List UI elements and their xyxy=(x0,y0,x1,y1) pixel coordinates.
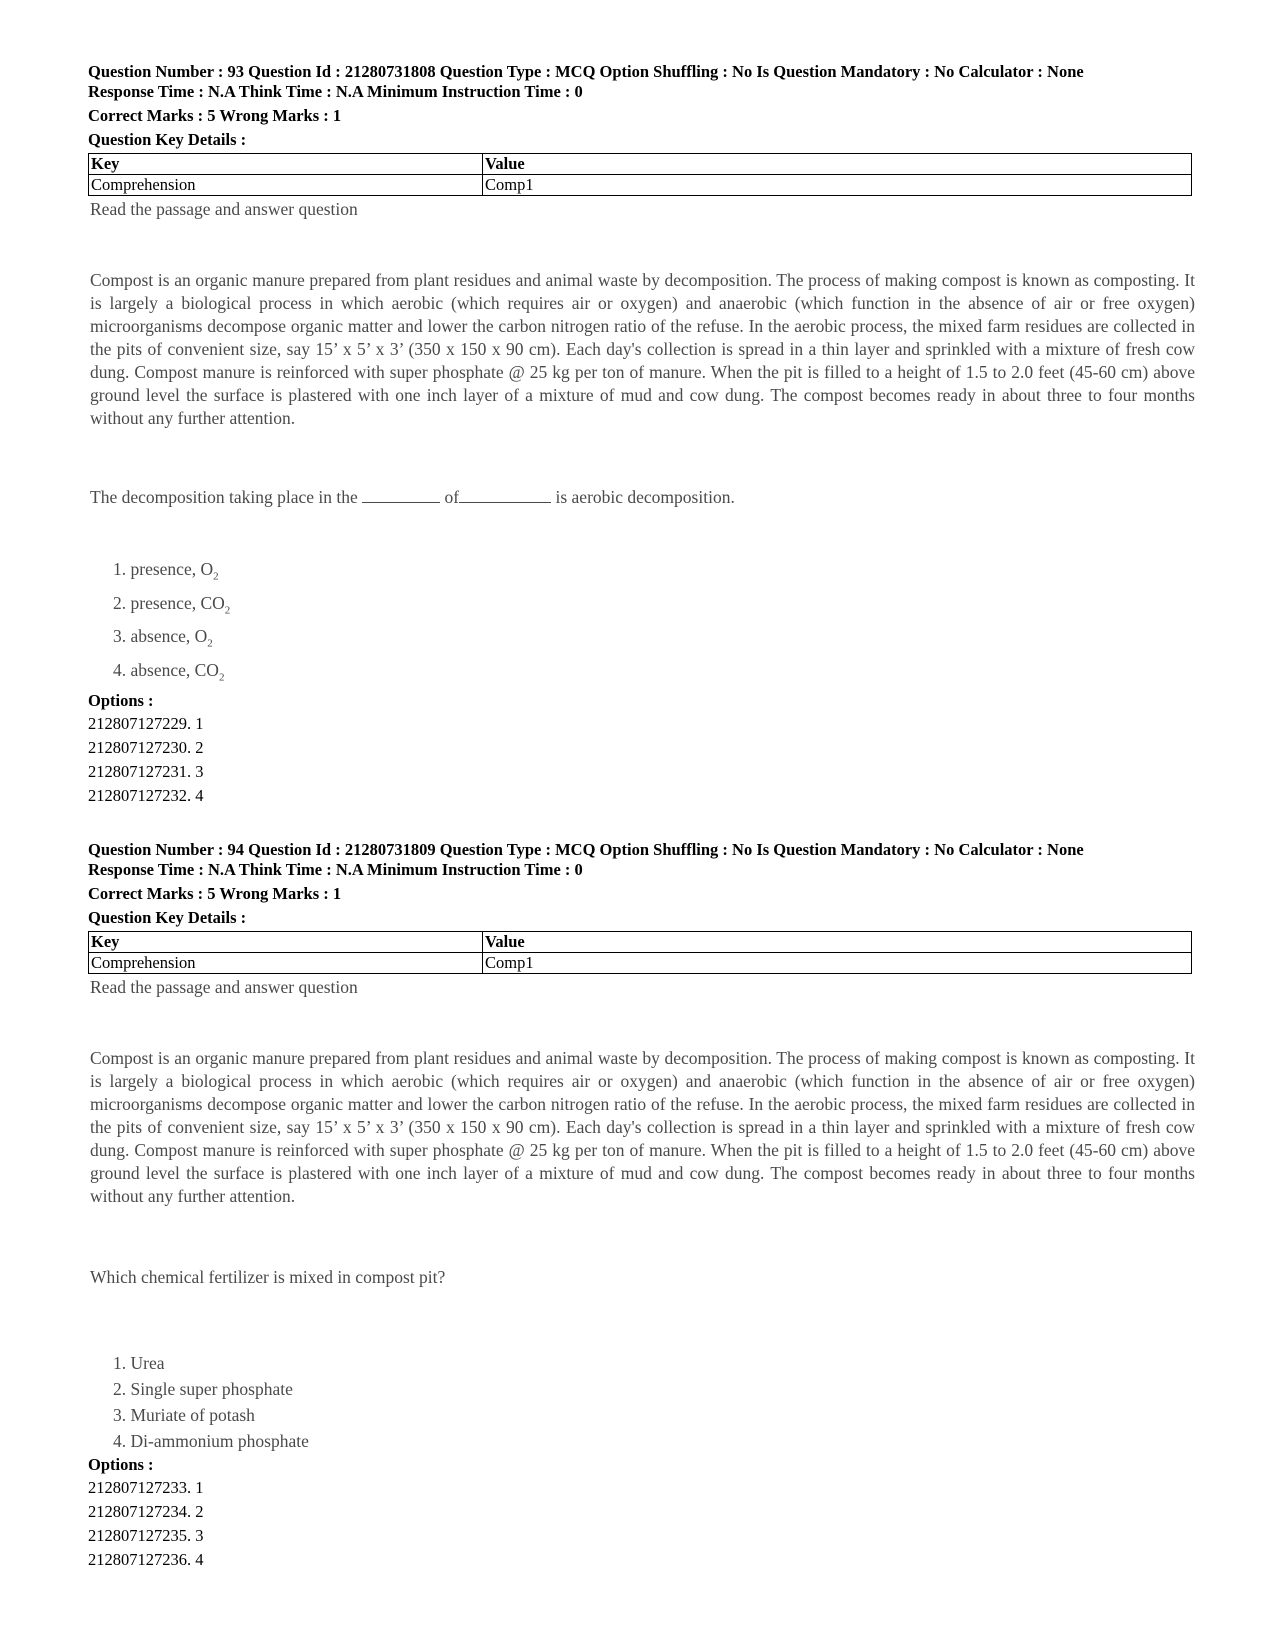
choice-item: 4. absence, $CO_2$ xyxy=(113,659,225,683)
key-table-row xyxy=(89,953,1192,974)
key-cell: Comprehension xyxy=(89,953,483,974)
option-id-line: 212807127235. 3 xyxy=(88,1526,204,1545)
key-header-cell: Key xyxy=(89,932,483,953)
blank-2 xyxy=(459,486,551,503)
value-header-cell: Value xyxy=(483,932,1192,953)
key-cell: Comprehension xyxy=(89,175,483,196)
choice-item: 1. presence, $O_2$ xyxy=(113,559,219,583)
value-header-cell: Value xyxy=(483,154,1192,175)
question-93-block xyxy=(88,62,1193,808)
comprehension-passage: Compost is an organic manure prepared from plant residues and animal waste by decomposition. The process of making compost is known as composting. It is largely a biological process in which aerobic (which requires air or oxygen) and anaerobic (which function in the absence of air or free oxygen) microorganisms decompose organic matter and lower the carbon nitrogen ratio of the refuse. In the aerobic process, the mixed farm residues are collected in the pits of convenient size, say 15’ x 5’ x 3’ (350 x 150 x 90 cm). Each day's collection is spread in a thin layer and sprinkled with a mixture of fresh cow dung. Compost manure is reinforced with super phosphate @ 25 kg per ton of manure. When the pit is filled to a height of 1.5 to 2.0 feet (45-60 cm) above ground level the surface is plastered with one inch layer of a mixture of mud and cow dung. The compost becomes ready in about three to four months without any further attention. xyxy=(90,270,1195,428)
option-id-line: 212807127236. 4 xyxy=(88,1550,204,1569)
option-id-line: 212807127234. 2 xyxy=(88,1502,204,1521)
question-timing-line: Response Time : N.A Think Time : N.A Minimum Instruction Time : 0 xyxy=(88,82,583,101)
choice-item: 2. presence, $CO_2$ xyxy=(113,592,231,616)
key-table-header-row xyxy=(89,932,1192,953)
choice-item: 1. Urea xyxy=(113,1353,165,1373)
question-key-table xyxy=(88,153,1192,196)
option-id-line: 212807127229. 1 xyxy=(88,714,204,733)
option-id-line: 212807127231. 3 xyxy=(88,762,204,781)
question-marks: Correct Marks : 5 Wrong Marks : 1 xyxy=(88,884,342,903)
comprehension-passage: Compost is an organic manure prepared from plant residues and animal waste by decomposition. The process of making compost is known as composting. It is largely a biological process in which aerobic (which requires air or oxygen) and anaerobic (which function in the absence of air or free oxygen) microorganisms decompose organic matter and lower the carbon nitrogen ratio of the refuse. In the aerobic process, the mixed farm residues are collected in the pits of convenient size, say 15’ x 5’ x 3’ (350 x 150 x 90 cm). Each day's collection is spread in a thin layer and sprinkled with a mixture of fresh cow dung. Compost manure is reinforced with super phosphate @ 25 kg per ton of manure. When the pit is filled to a height of 1.5 to 2.0 feet (45-60 cm) above ground level the surface is plastered with one inch layer of a mixture of mud and cow dung. The compost becomes ready in about three to four months without any further attention. xyxy=(90,1048,1195,1206)
options-label: Options : xyxy=(88,691,154,710)
key-header-cell: Key xyxy=(89,154,483,175)
choice-item: 4. Di-ammonium phosphate xyxy=(113,1431,309,1451)
question-timing-line: Response Time : N.A Think Time : N.A Minimum Instruction Time : 0 xyxy=(88,860,583,879)
question-stem xyxy=(90,486,1193,508)
value-cell: Comp1 xyxy=(483,953,1192,974)
question-key-table xyxy=(88,931,1192,974)
option-id-line: 212807127230. 2 xyxy=(88,738,204,757)
question-key-details-label: Question Key Details : xyxy=(88,130,247,149)
choice-item: 3. absence, $O_2$ xyxy=(113,626,213,650)
key-table-row xyxy=(89,175,1192,196)
question-94-block xyxy=(88,840,1193,1572)
question-marks: Correct Marks : 5 Wrong Marks : 1 xyxy=(88,106,342,125)
answer-choices xyxy=(113,1350,1193,1454)
question-meta-line: Question Number : 94 Question Id : 21280731809 Question Type : MCQ Option Shuffling : No Is Question Mandatory : No Calculator : None xyxy=(88,840,1084,859)
blank-1 xyxy=(362,486,440,503)
choice-item: 3. Muriate of potash xyxy=(113,1405,255,1425)
question-key-details-label: Question Key Details : xyxy=(88,908,247,927)
question-meta-line: Question Number : 93 Question Id : 21280731808 Question Type : MCQ Option Shuffling : No Is Question Mandatory : No Calculator : None xyxy=(88,62,1084,81)
question-instruction: Read the passage and answer question xyxy=(90,199,358,219)
key-table-header-row xyxy=(89,154,1192,175)
option-id-line: 212807127232. 4 xyxy=(88,786,204,805)
stem-part-3: is aerobic decomposition. xyxy=(555,487,735,507)
options-label: Options : xyxy=(88,1455,154,1474)
choice-item: 2. Single super phosphate xyxy=(113,1379,293,1399)
stem-part-2: of xyxy=(444,487,460,507)
value-cell: Comp1 xyxy=(483,175,1192,196)
option-id-line: 212807127233. 1 xyxy=(88,1478,204,1497)
question-instruction: Read the passage and answer question xyxy=(90,977,358,997)
stem-part-1: The decomposition taking place in the xyxy=(90,487,358,507)
answer-choices xyxy=(113,556,1193,690)
question-stem: Which chemical fertilizer is mixed in compost pit? xyxy=(90,1267,446,1287)
